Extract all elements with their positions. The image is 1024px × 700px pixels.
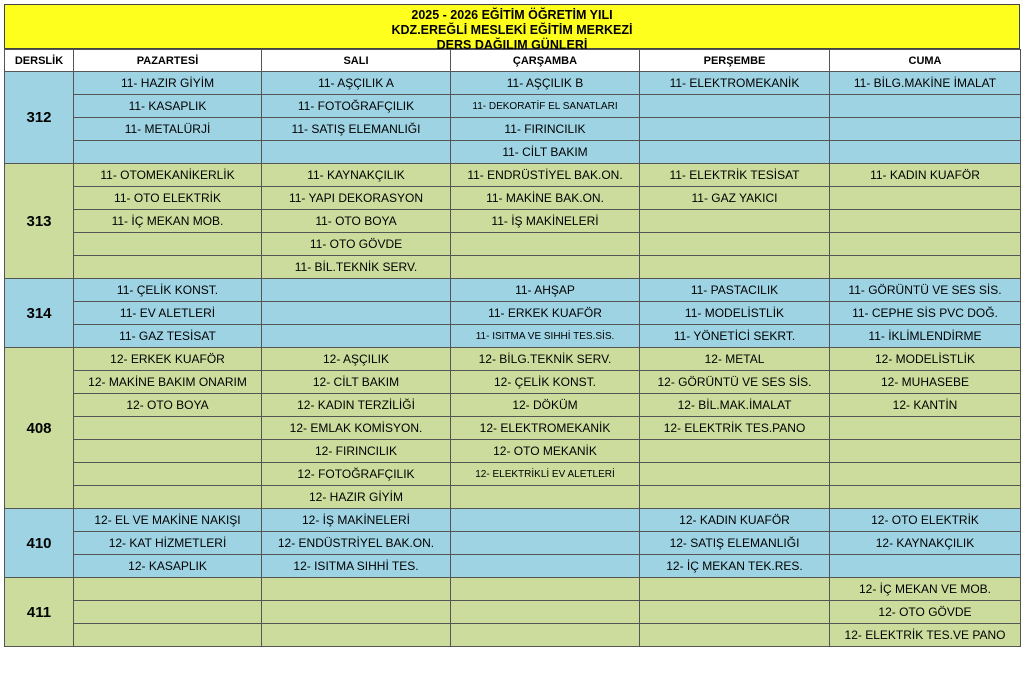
room-cell: 411 xyxy=(5,578,74,647)
course-cell-carsamba xyxy=(451,233,640,256)
course-cell-sali: 11- BİL.TEKNİK SERV. xyxy=(262,256,451,279)
course-cell-cuma: 12- ELEKTRİK TES.VE PANO xyxy=(830,624,1021,647)
course-cell-persembe: 12- BİL.MAK.İMALAT xyxy=(640,394,830,417)
course-cell-persembe: 12- İÇ MEKAN TEK.RES. xyxy=(640,555,830,578)
course-cell-pazartesi: 11- GAZ TESİSAT xyxy=(74,325,262,348)
course-cell-cuma xyxy=(830,210,1021,233)
course-cell-persembe xyxy=(640,440,830,463)
course-cell-cuma xyxy=(830,233,1021,256)
table-row xyxy=(5,141,1021,164)
course-cell-carsamba: 11- ISITMA VE SIHHİ TES.SİS. xyxy=(451,325,640,348)
course-cell-carsamba: 11- AHŞAP xyxy=(451,279,640,302)
course-cell-pazartesi xyxy=(74,141,262,164)
course-cell-persembe: 11- YÖNETİCİ SEKRT. xyxy=(640,325,830,348)
course-cell-pazartesi xyxy=(74,578,262,601)
course-cell-cuma: 11- KADIN KUAFÖR xyxy=(830,164,1021,187)
table-row xyxy=(5,578,1021,601)
table-row xyxy=(5,210,1021,233)
course-cell-sali: 11- YAPI DEKORASYON xyxy=(262,187,451,210)
course-cell-cuma: 12- OTO ELEKTRİK xyxy=(830,509,1021,532)
course-cell-carsamba: 11- AŞÇILIK B xyxy=(451,72,640,95)
table-row xyxy=(5,440,1021,463)
course-cell-persembe xyxy=(640,624,830,647)
course-cell-persembe xyxy=(640,256,830,279)
room-cell: 313 xyxy=(5,164,74,279)
course-cell-carsamba xyxy=(451,555,640,578)
course-cell-pazartesi: 11- İÇ MEKAN MOB. xyxy=(74,210,262,233)
course-cell-carsamba: 12- ELEKTROMEKANİK xyxy=(451,417,640,440)
course-cell-carsamba xyxy=(451,624,640,647)
table-row xyxy=(5,256,1021,279)
course-cell-sali xyxy=(262,302,451,325)
course-cell-carsamba: 12- OTO MEKANİK xyxy=(451,440,640,463)
course-cell-persembe xyxy=(640,95,830,118)
course-cell-pazartesi xyxy=(74,624,262,647)
course-cell-sali: 12- FIRINCILIK xyxy=(262,440,451,463)
course-cell-cuma xyxy=(830,463,1021,486)
course-cell-persembe xyxy=(640,118,830,141)
course-cell-carsamba: 12- ÇELİK KONST. xyxy=(451,371,640,394)
course-cell-cuma: 12- MUHASEBE xyxy=(830,371,1021,394)
course-cell-cuma: 11- GÖRÜNTÜ VE SES SİS. xyxy=(830,279,1021,302)
table-row xyxy=(5,348,1021,371)
course-cell-cuma: 11- CEPHE SİS PVC DOĞ. xyxy=(830,302,1021,325)
course-cell-cuma xyxy=(830,95,1021,118)
course-cell-carsamba: 11- CİLT BAKIM xyxy=(451,141,640,164)
schedule-table xyxy=(4,49,1021,647)
course-cell-pazartesi: 12- KAT HİZMETLERİ xyxy=(74,532,262,555)
course-cell-carsamba xyxy=(451,532,640,555)
table-row xyxy=(5,509,1021,532)
course-cell-carsamba xyxy=(451,509,640,532)
header-carsamba: ÇARŞAMBA xyxy=(451,50,640,72)
course-cell-sali xyxy=(262,325,451,348)
course-cell-sali: 11- AŞÇILIK A xyxy=(262,72,451,95)
course-cell-sali: 11- OTO GÖVDE xyxy=(262,233,451,256)
course-cell-sali: 12- ISITMA SIHHİ TES. xyxy=(262,555,451,578)
course-cell-pazartesi: 11- OTOMEKANİKERLİK xyxy=(74,164,262,187)
course-cell-persembe: 11- GAZ YAKICI xyxy=(640,187,830,210)
course-cell-pazartesi: 12- EL VE MAKİNE NAKIŞI xyxy=(74,509,262,532)
table-row xyxy=(5,486,1021,509)
table-row xyxy=(5,325,1021,348)
course-cell-carsamba: 11- FIRINCILIK xyxy=(451,118,640,141)
course-cell-persembe: 12- KADIN KUAFÖR xyxy=(640,509,830,532)
course-cell-sali: 12- EMLAK KOMİSYON. xyxy=(262,417,451,440)
table-row xyxy=(5,118,1021,141)
course-cell-persembe xyxy=(640,578,830,601)
course-cell-pazartesi: 11- HAZIR GİYİM xyxy=(74,72,262,95)
title-line-school: KDZ.EREĞLİ MESLEKİ EĞİTİM MERKEZİ xyxy=(391,23,633,37)
table-row xyxy=(5,233,1021,256)
course-cell-pazartesi: 11- ÇELİK KONST. xyxy=(74,279,262,302)
room-cell: 314 xyxy=(5,279,74,348)
header-derslik: DERSLİK xyxy=(5,50,74,72)
course-cell-sali xyxy=(262,578,451,601)
course-cell-sali: 11- KAYNAKÇILIK xyxy=(262,164,451,187)
course-cell-persembe: 12- SATIŞ ELEMANLIĞI xyxy=(640,532,830,555)
course-cell-persembe: 12- METAL xyxy=(640,348,830,371)
course-cell-cuma xyxy=(830,256,1021,279)
header-sali: SALI xyxy=(262,50,451,72)
course-cell-sali: 12- İŞ MAKİNELERİ xyxy=(262,509,451,532)
course-cell-persembe: 11- PASTACILIK xyxy=(640,279,830,302)
table-row xyxy=(5,532,1021,555)
course-cell-sali: 12- CİLT BAKIM xyxy=(262,371,451,394)
course-cell-cuma: 12- OTO GÖVDE xyxy=(830,601,1021,624)
course-cell-pazartesi xyxy=(74,233,262,256)
room-cell: 408 xyxy=(5,348,74,509)
course-cell-sali xyxy=(262,601,451,624)
course-cell-sali xyxy=(262,141,451,164)
course-cell-sali: 11- SATIŞ ELEMANLIĞI xyxy=(262,118,451,141)
course-cell-carsamba: 11- DEKORATİF EL SANATLARI xyxy=(451,95,640,118)
course-cell-carsamba: 12- ELEKTRİKLİ EV ALETLERİ xyxy=(451,463,640,486)
course-cell-pazartesi: 12- KASAPLIK xyxy=(74,555,262,578)
course-cell-cuma xyxy=(830,141,1021,164)
course-cell-pazartesi xyxy=(74,417,262,440)
course-cell-pazartesi: 12- OTO BOYA xyxy=(74,394,262,417)
course-cell-persembe xyxy=(640,601,830,624)
course-cell-sali: 12- FOTOĞRAFÇILIK xyxy=(262,463,451,486)
course-cell-sali xyxy=(262,279,451,302)
course-cell-persembe: 11- ELEKTROMEKANİK xyxy=(640,72,830,95)
course-cell-pazartesi: 11- EV ALETLERİ xyxy=(74,302,262,325)
course-cell-pazartesi xyxy=(74,440,262,463)
course-cell-persembe: 11- MODELİSTLİK xyxy=(640,302,830,325)
course-cell-cuma xyxy=(830,555,1021,578)
table-row xyxy=(5,164,1021,187)
course-cell-carsamba: 12- DÖKÜM xyxy=(451,394,640,417)
course-cell-pazartesi: 11- KASAPLIK xyxy=(74,95,262,118)
course-cell-cuma: 11- BİLG.MAKİNE İMALAT xyxy=(830,72,1021,95)
table-row xyxy=(5,463,1021,486)
course-cell-sali: 12- KADIN TERZİLİĞİ xyxy=(262,394,451,417)
course-cell-cuma: 12- KANTİN xyxy=(830,394,1021,417)
course-cell-cuma: 12- MODELİSTLİK xyxy=(830,348,1021,371)
course-cell-cuma: 11- İKLİMLENDİRME xyxy=(830,325,1021,348)
course-cell-carsamba xyxy=(451,601,640,624)
course-cell-sali xyxy=(262,624,451,647)
course-cell-sali: 11- OTO BOYA xyxy=(262,210,451,233)
table-row xyxy=(5,95,1021,118)
course-cell-sali: 11- FOTOĞRAFÇILIK xyxy=(262,95,451,118)
course-cell-pazartesi xyxy=(74,256,262,279)
schedule-sheet xyxy=(4,4,1020,647)
course-cell-persembe: 11- ELEKTRİK TESİSAT xyxy=(640,164,830,187)
course-cell-pazartesi xyxy=(74,601,262,624)
table-row xyxy=(5,371,1021,394)
course-cell-pazartesi: 11- OTO ELEKTRİK xyxy=(74,187,262,210)
table-row xyxy=(5,72,1021,95)
course-cell-cuma xyxy=(830,486,1021,509)
table-row xyxy=(5,555,1021,578)
table-row xyxy=(5,302,1021,325)
table-row xyxy=(5,394,1021,417)
room-cell: 410 xyxy=(5,509,74,578)
course-cell-cuma xyxy=(830,417,1021,440)
course-cell-pazartesi xyxy=(74,486,262,509)
table-row xyxy=(5,624,1021,647)
course-cell-cuma xyxy=(830,440,1021,463)
course-cell-carsamba: 11- İŞ MAKİNELERİ xyxy=(451,210,640,233)
course-cell-cuma xyxy=(830,187,1021,210)
course-cell-carsamba: 11- ENDRÜSTİYEL BAK.ON. xyxy=(451,164,640,187)
course-cell-pazartesi xyxy=(74,463,262,486)
header-pazartesi: PAZARTESİ xyxy=(74,50,262,72)
course-cell-sali: 12- HAZIR GİYİM xyxy=(262,486,451,509)
course-cell-sali: 12- ENDÜSTRİYEL BAK.ON. xyxy=(262,532,451,555)
course-cell-carsamba: 11- ERKEK KUAFÖR xyxy=(451,302,640,325)
title-line-year: 2025 - 2026 EĞİTİM ÖĞRETİM YILI xyxy=(411,8,613,22)
course-cell-carsamba: 12- BİLG.TEKNİK SERV. xyxy=(451,348,640,371)
course-cell-pazartesi: 12- ERKEK KUAFÖR xyxy=(74,348,262,371)
course-cell-persembe xyxy=(640,210,830,233)
title-line-subject: DERS DAĞILIM GÜNLERİ xyxy=(436,38,588,52)
header-persembe: PERŞEMBE xyxy=(640,50,830,72)
course-cell-persembe xyxy=(640,233,830,256)
table-row xyxy=(5,187,1021,210)
table-row xyxy=(5,279,1021,302)
course-cell-persembe xyxy=(640,486,830,509)
schedule-body xyxy=(5,72,1021,647)
course-cell-cuma: 12- İÇ MEKAN VE MOB. xyxy=(830,578,1021,601)
course-cell-carsamba: 11- MAKİNE BAK.ON. xyxy=(451,187,640,210)
course-cell-cuma: 12- KAYNAKÇILIK xyxy=(830,532,1021,555)
title-banner xyxy=(4,4,1020,52)
table-row xyxy=(5,417,1021,440)
course-cell-persembe xyxy=(640,141,830,164)
course-cell-persembe: 12- GÖRÜNTÜ VE SES SİS. xyxy=(640,371,830,394)
room-cell: 312 xyxy=(5,72,74,164)
course-cell-sali: 12- AŞÇILIK xyxy=(262,348,451,371)
course-cell-persembe: 12- ELEKTRİK TES.PANO xyxy=(640,417,830,440)
course-cell-carsamba xyxy=(451,256,640,279)
header-cuma: CUMA xyxy=(830,50,1021,72)
course-cell-carsamba xyxy=(451,578,640,601)
course-cell-pazartesi: 12- MAKİNE BAKIM ONARIM xyxy=(74,371,262,394)
course-cell-carsamba xyxy=(451,486,640,509)
course-cell-persembe xyxy=(640,463,830,486)
course-cell-pazartesi: 11- METALÜRJİ xyxy=(74,118,262,141)
table-row xyxy=(5,601,1021,624)
course-cell-cuma xyxy=(830,118,1021,141)
